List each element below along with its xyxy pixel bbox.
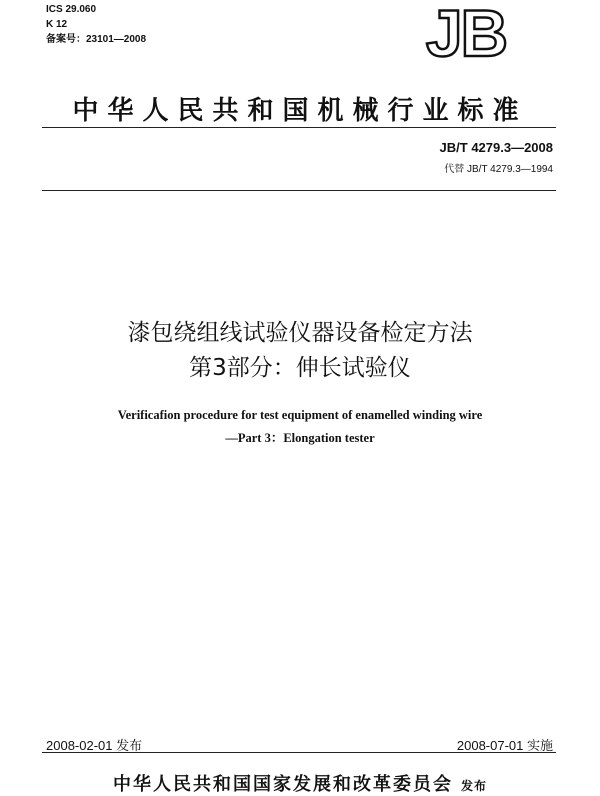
classification-code: K 12 xyxy=(46,19,68,30)
english-title-line-1: Verificafion procedure for test equipment of enamelled winding wire xyxy=(117,408,483,422)
chinese-title-line-2: 第3部分：伸长试验仪 xyxy=(189,355,411,381)
standard-metadata xyxy=(46,2,146,47)
ics-code: ICS 29.060 xyxy=(46,4,97,15)
implementation-date: 2008-07-01 实施 xyxy=(456,738,553,753)
publisher xyxy=(0,770,600,796)
footer-rule xyxy=(42,752,556,753)
replaces-standard: 代替 JB/T 4279.3—1994 xyxy=(444,164,553,175)
header-rule xyxy=(42,190,556,191)
record-number: 备案号：23101—2008 xyxy=(46,34,147,45)
top-rule xyxy=(42,127,556,128)
publisher-suffix: 发布 xyxy=(460,779,487,793)
english-title-line-2: —Part 3：Elongation tester xyxy=(225,431,375,445)
chinese-title-line-1: 漆包绕组线试验仪器设备检定方法 xyxy=(127,320,473,346)
jb-logo xyxy=(410,0,522,64)
jb-logo-text: JB xyxy=(425,0,507,64)
standard-category-title: 中华人民共和国机械行业标准 xyxy=(72,96,528,126)
issue-date: 2008-02-01 发布 xyxy=(46,738,143,753)
publisher-name: 中华人民共和国国家发展和改革委员会 xyxy=(112,774,453,795)
standard-code: JB/T 4279.3—2008 xyxy=(439,140,553,155)
